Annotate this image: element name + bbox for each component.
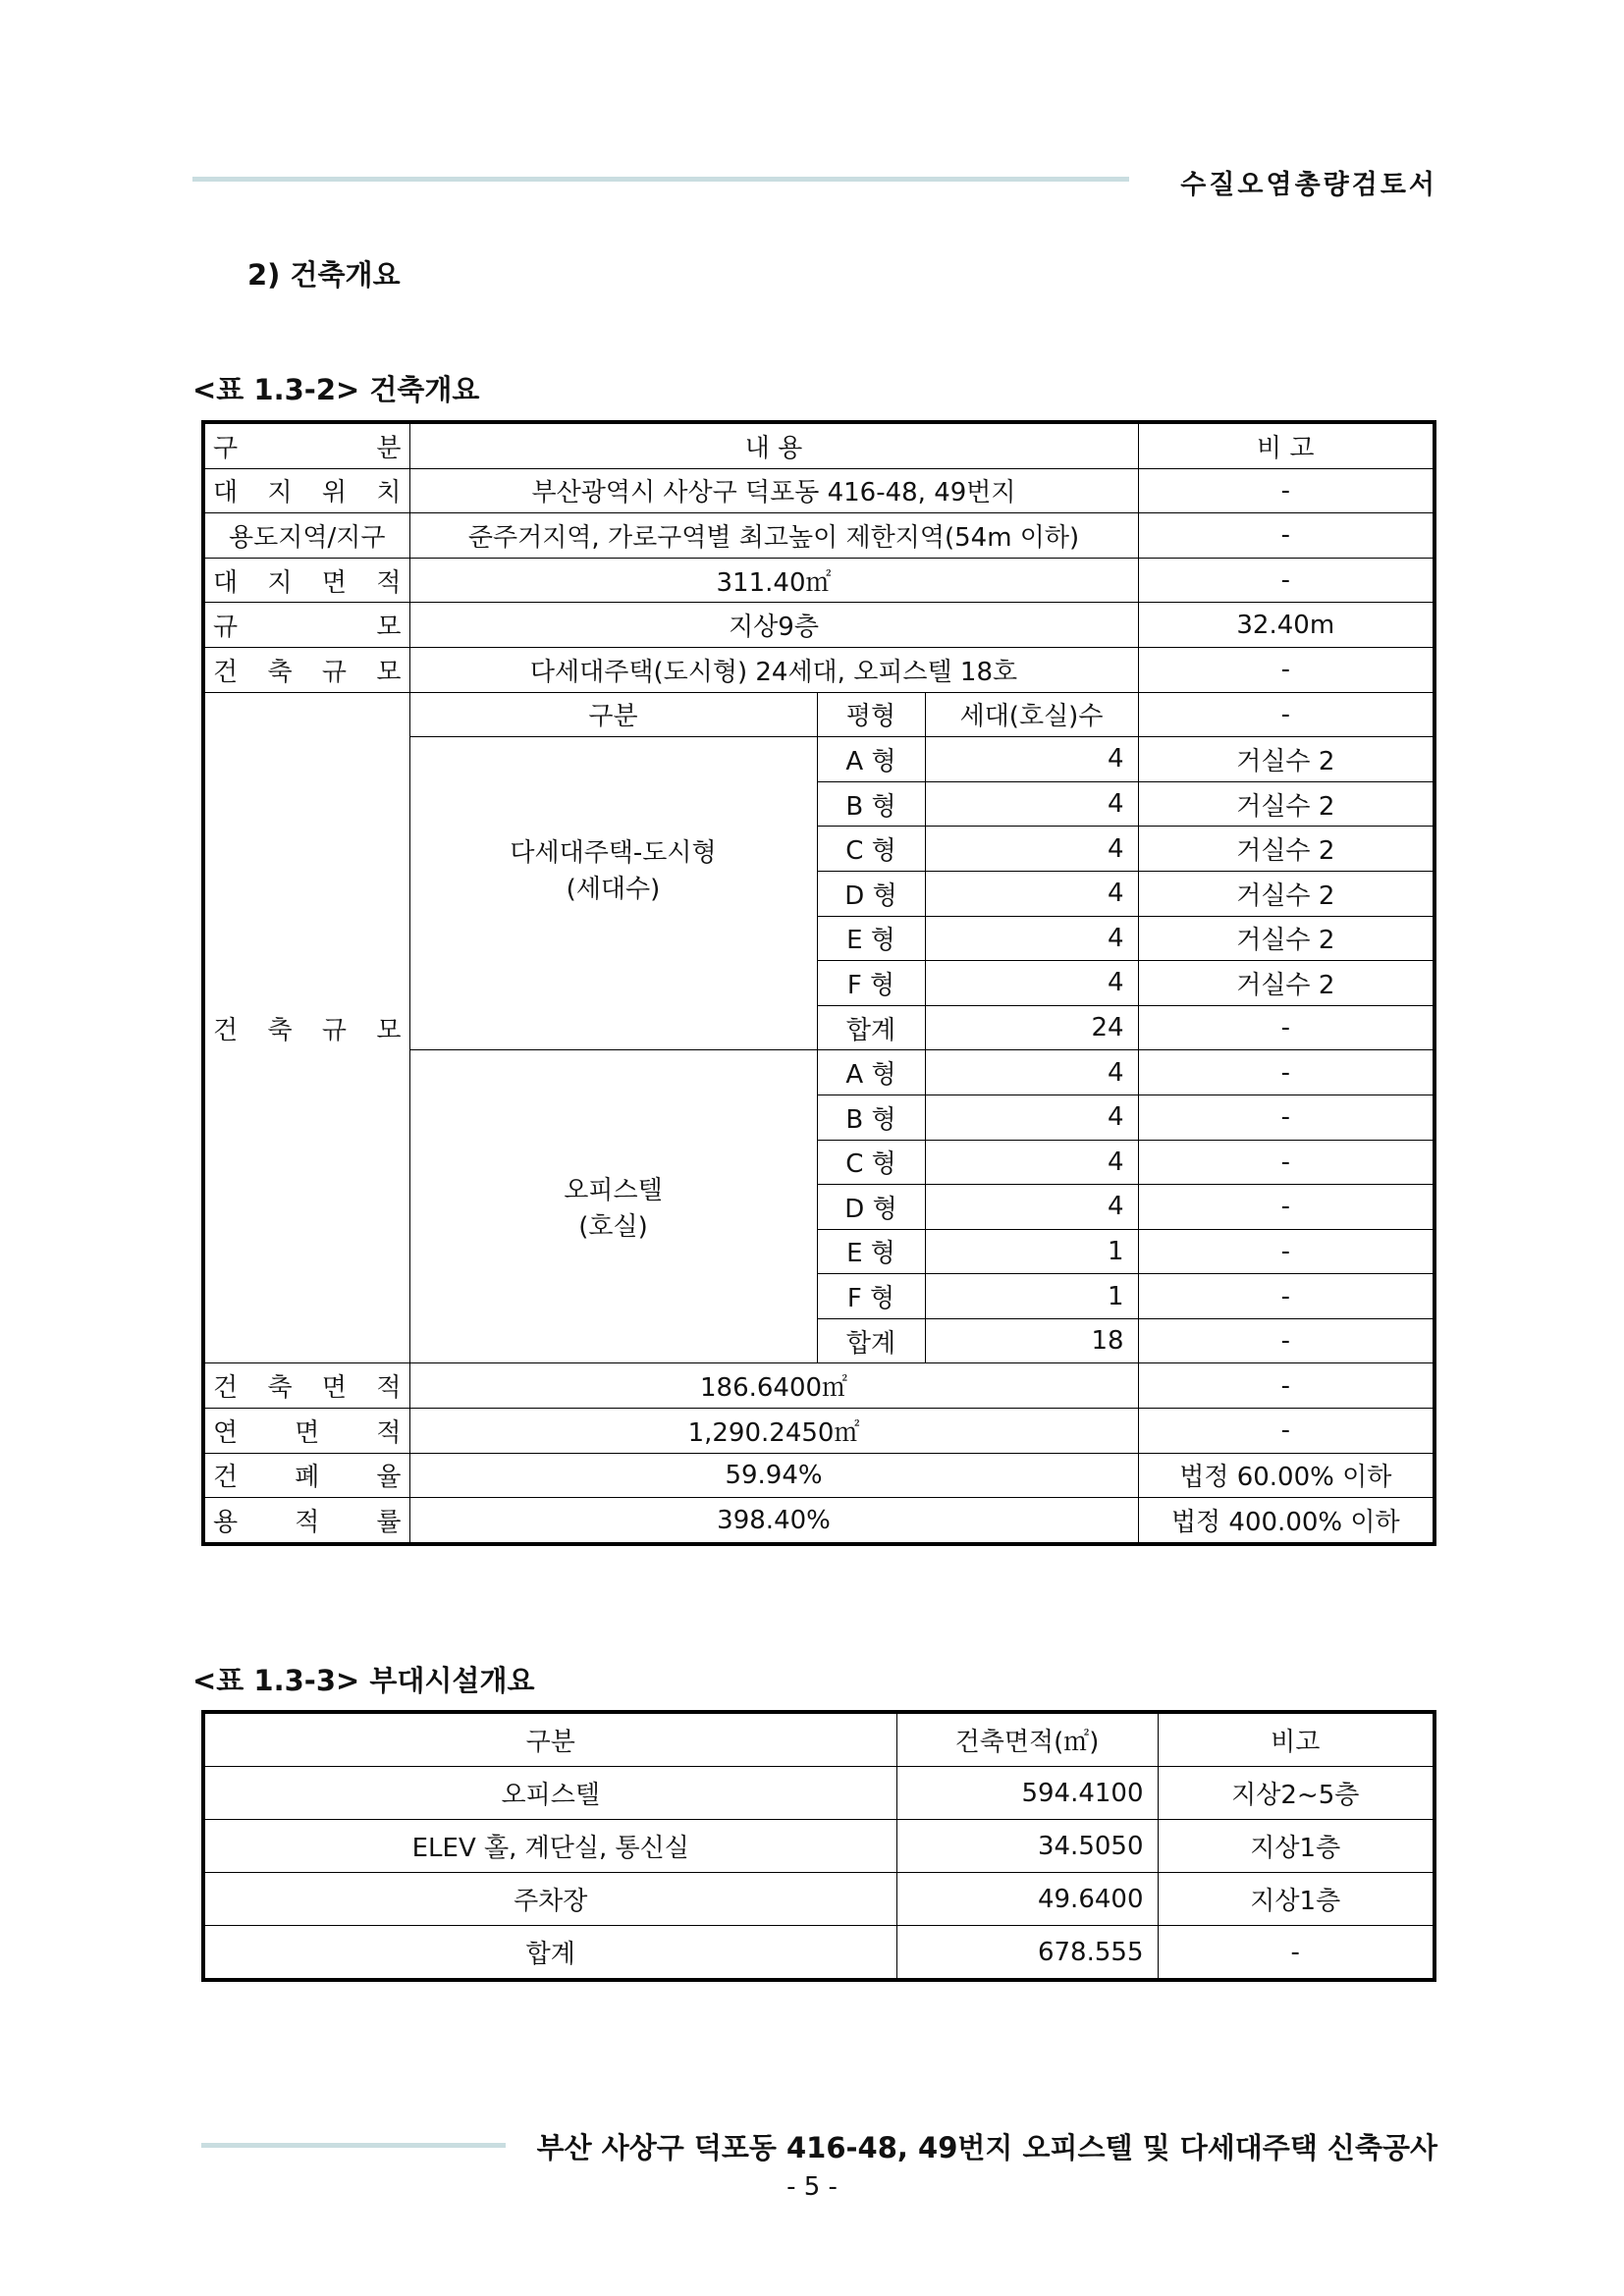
officetel-group-label: 오피스텔 (호실) bbox=[409, 1050, 817, 1363]
row-note: 32.40m bbox=[1138, 603, 1435, 648]
unit-type: 합계 bbox=[817, 1005, 925, 1050]
row-note: 법정 60.00% 이하 bbox=[1138, 1453, 1435, 1498]
row-note: - bbox=[1138, 1409, 1435, 1454]
scale-label: 건 축 규 모 bbox=[203, 692, 409, 1363]
facility-area: 49.6400 bbox=[896, 1873, 1158, 1926]
unit-type: D 형 bbox=[817, 871, 925, 916]
unit-type: C 형 bbox=[817, 827, 925, 872]
sub-header-division: 구분 bbox=[409, 692, 817, 737]
unit-count: 4 bbox=[925, 1095, 1138, 1140]
header-note: 비 고 bbox=[1138, 422, 1435, 468]
table-row bbox=[203, 1363, 1435, 1409]
unit-note: 거실수 2 bbox=[1138, 961, 1435, 1006]
document-header-title: 수질오염총량검토서 bbox=[1180, 170, 1437, 200]
unit-note: - bbox=[1138, 1274, 1435, 1319]
facility-name: 오피스텔 bbox=[203, 1767, 896, 1820]
table-row bbox=[203, 1498, 1435, 1544]
unit-note: - bbox=[1138, 1229, 1435, 1274]
unit-note: - bbox=[1138, 1185, 1435, 1230]
unit-type: E 형 bbox=[817, 1229, 925, 1274]
table-row bbox=[203, 1767, 1435, 1820]
unit-note: 거실수 2 bbox=[1138, 737, 1435, 782]
unit-note: - bbox=[1138, 1005, 1435, 1050]
unit-type: D 형 bbox=[817, 1185, 925, 1230]
facility-name: 주차장 bbox=[203, 1873, 896, 1926]
ancillary-facilities-table bbox=[201, 1710, 1436, 1982]
table-row bbox=[203, 692, 1435, 737]
unit-note: - bbox=[1138, 1050, 1435, 1095]
row-note: - bbox=[1138, 468, 1435, 513]
row-label: 연 면 적 bbox=[203, 1409, 409, 1454]
unit-count: 4 bbox=[925, 871, 1138, 916]
unit-count: 18 bbox=[925, 1318, 1138, 1363]
row-content: 지상9층 bbox=[409, 603, 1138, 648]
unit-type: F 형 bbox=[817, 1274, 925, 1319]
row-content: 311.40㎡ bbox=[409, 558, 1138, 603]
sub-header-note: - bbox=[1138, 692, 1435, 737]
table-header-row bbox=[203, 1712, 1435, 1767]
unit-count: 4 bbox=[925, 1050, 1138, 1095]
facility-note: 지상1층 bbox=[1158, 1873, 1435, 1926]
unit-count: 4 bbox=[925, 1140, 1138, 1185]
row-label: 용도지역/지구 bbox=[203, 513, 409, 559]
unit-count: 4 bbox=[925, 961, 1138, 1006]
row-label: 건 축 면 적 bbox=[203, 1363, 409, 1409]
table-header-row bbox=[203, 422, 1435, 468]
table-row bbox=[203, 1926, 1435, 1981]
table1-caption: <표 1.3-2> 건축개요 bbox=[192, 373, 480, 406]
unit-count: 4 bbox=[925, 916, 1138, 961]
facility-area: 34.5050 bbox=[896, 1820, 1158, 1873]
row-content: 186.6400㎡ bbox=[409, 1363, 1138, 1409]
unit-note: - bbox=[1138, 1095, 1435, 1140]
table-row bbox=[203, 1409, 1435, 1454]
unit-type: B 형 bbox=[817, 1095, 925, 1140]
facility-note: 지상1층 bbox=[1158, 1820, 1435, 1873]
row-content: 다세대주택(도시형) 24세대, 오피스텔 18호 bbox=[409, 647, 1138, 692]
unit-note: - bbox=[1138, 1318, 1435, 1363]
table-row bbox=[203, 603, 1435, 648]
unit-note: 거실수 2 bbox=[1138, 871, 1435, 916]
row-label: 건 폐 율 bbox=[203, 1453, 409, 1498]
facility-name: ELEV 홀, 계단실, 통신실 bbox=[203, 1820, 896, 1873]
unit-type: B 형 bbox=[817, 781, 925, 827]
row-note: - bbox=[1138, 513, 1435, 559]
unit-note: 거실수 2 bbox=[1138, 781, 1435, 827]
footer-rule bbox=[201, 2143, 506, 2148]
facility-note: 지상2~5층 bbox=[1158, 1767, 1435, 1820]
row-label: 대 지 위 치 bbox=[203, 468, 409, 513]
table-row bbox=[203, 513, 1435, 559]
unit-note: 거실수 2 bbox=[1138, 916, 1435, 961]
footer-project-title: 부산 사상구 덕포동 416-48, 49번지 오피스텔 및 다세대주택 신축공사 bbox=[536, 2131, 1437, 2164]
table-row bbox=[203, 647, 1435, 692]
unit-count: 1 bbox=[925, 1229, 1138, 1274]
unit-type: C 형 bbox=[817, 1140, 925, 1185]
unit-count: 24 bbox=[925, 1005, 1138, 1050]
row-label: 규 모 bbox=[203, 603, 409, 648]
row-content: 1,290.2450㎡ bbox=[409, 1409, 1138, 1454]
section-title: 2) 건축개요 bbox=[247, 258, 401, 292]
unit-type: A 형 bbox=[817, 1050, 925, 1095]
facility-note: - bbox=[1158, 1926, 1435, 1981]
header-rule bbox=[192, 177, 1129, 182]
table-row bbox=[203, 558, 1435, 603]
row-note: 법정 400.00% 이하 bbox=[1138, 1498, 1435, 1544]
unit-count: 4 bbox=[925, 737, 1138, 782]
unit-type: E 형 bbox=[817, 916, 925, 961]
unit-count: 4 bbox=[925, 1185, 1138, 1230]
facility-area: 594.4100 bbox=[896, 1767, 1158, 1820]
unit-count: 4 bbox=[925, 781, 1138, 827]
table2-caption: <표 1.3-3> 부대시설개요 bbox=[192, 1664, 535, 1697]
table-row bbox=[203, 1873, 1435, 1926]
page-number: - 5 - bbox=[786, 2172, 838, 2202]
unit-type: A 형 bbox=[817, 737, 925, 782]
table-row bbox=[203, 1820, 1435, 1873]
facility-name: 합계 bbox=[203, 1926, 896, 1981]
unit-count: 4 bbox=[925, 827, 1138, 872]
row-content: 준주거지역, 가로구역별 최고높이 제한지역(54m 이하) bbox=[409, 513, 1138, 559]
facility-area: 678.555 bbox=[896, 1926, 1158, 1981]
header-area: 건축면적(㎡) bbox=[896, 1712, 1158, 1767]
row-content: 부산광역시 사상구 덕포동 416-48, 49번지 bbox=[409, 468, 1138, 513]
housing-group-label: 다세대주택-도시형 (세대수) bbox=[409, 737, 817, 1050]
building-overview-table bbox=[201, 420, 1436, 1546]
unit-note: - bbox=[1138, 1140, 1435, 1185]
row-label: 용 적 률 bbox=[203, 1498, 409, 1544]
unit-count: 1 bbox=[925, 1274, 1138, 1319]
unit-note: 거실수 2 bbox=[1138, 827, 1435, 872]
header-note: 비고 bbox=[1158, 1712, 1435, 1767]
unit-type: F 형 bbox=[817, 961, 925, 1006]
row-content: 59.94% bbox=[409, 1453, 1138, 1498]
sub-header-count: 세대(호실)수 bbox=[925, 692, 1138, 737]
sub-header-type: 평형 bbox=[817, 692, 925, 737]
row-note: - bbox=[1138, 647, 1435, 692]
header-division: 구분 bbox=[203, 1712, 896, 1767]
row-note: - bbox=[1138, 558, 1435, 603]
row-label: 건 축 규 모 bbox=[203, 647, 409, 692]
header-content: 내 용 bbox=[409, 422, 1138, 468]
header-division: 구 분 bbox=[203, 422, 409, 468]
row-content: 398.40% bbox=[409, 1498, 1138, 1544]
table-row bbox=[203, 1453, 1435, 1498]
row-label: 대 지 면 적 bbox=[203, 558, 409, 603]
table-row bbox=[203, 468, 1435, 513]
unit-type: 합계 bbox=[817, 1318, 925, 1363]
row-note: - bbox=[1138, 1363, 1435, 1409]
